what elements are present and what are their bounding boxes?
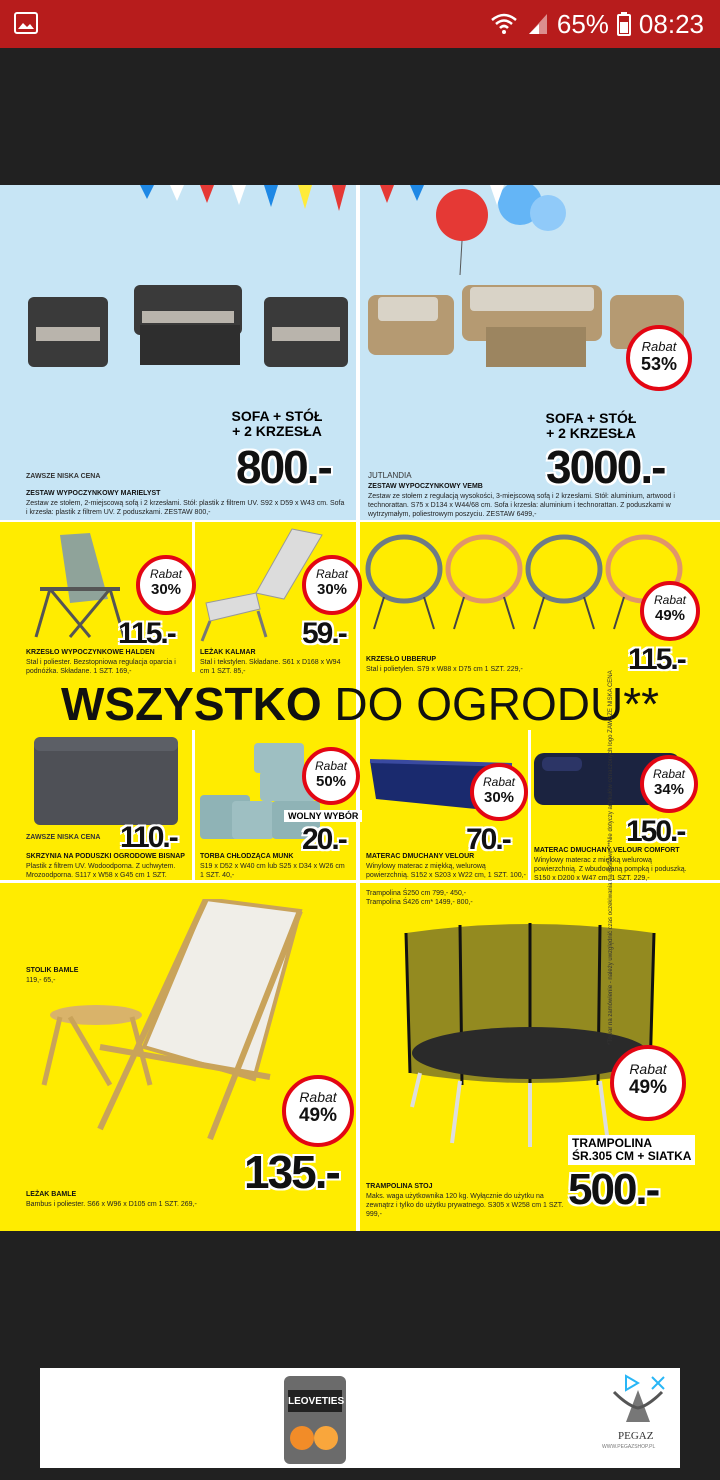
adchoices-icon[interactable] <box>622 1374 642 1392</box>
munk-discount-badge: Rabat 50% <box>302 747 360 805</box>
marielyst-furniture-image <box>22 277 352 387</box>
status-bar <box>0 0 720 48</box>
clock: 08:23 <box>638 8 704 39</box>
panel-marielyst[interactable] <box>0 185 356 520</box>
ad-brand-sub: WWW.PEGAZSHOP.PL <box>602 1444 656 1450</box>
tramp-discount-badge: Rabat 49% <box>610 1045 686 1121</box>
vemb-title: ZESTAW WYPOCZYNKOWY VEMB <box>368 483 483 490</box>
comfort-price: 150.- <box>626 815 685 848</box>
velour-title: MATERAC DMUCHANY VELOUR <box>366 853 475 860</box>
munk-title: TORBA CHŁODZĄCA MUNK <box>200 853 294 860</box>
party-bunting <box>140 185 356 225</box>
vemb-discount-badge: Rabat 53% <box>626 325 692 391</box>
ubberup-price: 115.- <box>628 643 685 676</box>
halden-chair-image <box>30 529 130 639</box>
ad-banner[interactable] <box>40 1368 680 1468</box>
kalmar-desc: Stal i tekstylen. Składane. S61 x D168 x W94 cm 1 SZT. 85,- <box>200 659 341 675</box>
halden-price: 115.- <box>118 617 175 650</box>
vemb-brand: JUTLANDIA <box>368 471 412 480</box>
side-disclaimer: *Towar na zamówienie - należy uwzględnić czas oczekiwania na dostawę. **Nie dotyczy artykułów oznaczonych logo ZAWSZE NISKA CENA <box>608 670 614 1045</box>
bamle-desc: Bambus i poliester. S66 x W96 x D105 cm 1 SZT. 269,- <box>26 1201 197 1208</box>
flyer-headline: WSZYSTKO DO OGRODU** <box>60 678 660 730</box>
ad-product-name: LEOVETIES <box>288 1396 345 1407</box>
munk-tag: WOLNY WYBÓR <box>284 810 362 822</box>
bamle-price: 135.- <box>244 1146 339 1198</box>
bisnap-price: 110.- <box>120 821 177 854</box>
ad-brand: PEGAZ <box>618 1430 654 1442</box>
marielyst-brand: ZAWSZE NISKA CENA <box>26 473 101 480</box>
tramp-title: TRAMPOLINA STOJ <box>366 1183 433 1190</box>
vemb-price: 3000.- <box>546 441 665 493</box>
comfort-discount-badge: Rabat 34% <box>640 755 698 813</box>
kalmar-price: 59.- <box>302 617 346 650</box>
image-icon <box>14 12 38 34</box>
divider <box>528 730 531 880</box>
munk-price: 20.- <box>302 823 346 856</box>
tramp-price: 500.- <box>568 1165 659 1214</box>
bisnap-box-image <box>34 737 180 827</box>
munk-desc: S19 x D52 x W40 cm lub S25 x D34 x W26 cm 1 SZT. 40,- <box>200 863 345 879</box>
wifi-icon <box>489 12 519 36</box>
vemb-caption: SOFA + STÓŁ + 2 KRZESŁA <box>545 410 637 441</box>
divider <box>192 730 195 880</box>
ad-product-image <box>280 1376 350 1464</box>
bisnap-brand: ZAWSZE NISKA CENA <box>26 834 101 841</box>
marielyst-desc: Zestaw ze stołem, 2-miejscową sofą i 2 krzesłami. Stół: plastik z filtrem UV. S92 x D59 x W43 cm. Sofa i krzesła: plastik z filtrem UV. Z poduszkami. ZESTAW 800,- <box>26 500 345 516</box>
bamle-title: LEŻAK BAMLE <box>26 1191 77 1198</box>
tramp-note-1: Trampolina Ś250 cm 799,- 450,- <box>366 890 467 897</box>
kalmar-title: LEŻAK KALMAR <box>200 649 256 656</box>
kalmar-discount-badge: Rabat 30% <box>302 555 362 615</box>
halden-desc: Stal i poliester. Bezstopniowa regulacja oparcia i podnóżka. Składane. 1 SZT. 169,- <box>26 659 176 675</box>
marielyst-caption: SOFA + STÓŁ + 2 KRZESŁA <box>231 408 323 439</box>
bamle-table-price: 119,- 65,- <box>26 977 56 984</box>
bamle-lounger-image <box>40 899 310 1149</box>
ubberup-discount-badge: Rabat 49% <box>640 581 700 641</box>
tramp-desc: Maks. waga użytkownika 120 kg. Wyłącznie do użytku na zewnątrz i tylko do użytku prywatnego. S305 x W258 cm 1 SZT. 999,- <box>366 1193 564 1218</box>
tramp-note-2: Trampolina Ś426 cm* 1499,- 800,- <box>366 899 473 906</box>
marielyst-price: 800.- <box>236 441 331 493</box>
ubberup-desc: Stal i polietylen. S79 x W88 x D75 cm 1 SZT. 229,- <box>366 666 523 673</box>
tramp-caption: TRAMPOLINA ŚR.305 CM + SIATKA <box>568 1135 695 1165</box>
comfort-desc: Winylowy materac z miękką welurową powierzchnią. Z wbudowaną pompką i poduszką. S150 x D200 x W47 cm, 1 SZT. 229,- <box>534 857 687 882</box>
halden-title: KRZESŁO WYPOCZYNKOWE HALDEN <box>26 649 155 656</box>
bisnap-desc: Plastik z filtrem UV. Wodoodporna. Z uchwytem. Mrozoodporna. S117 x W58 x G45 cm 1 SZT. <box>26 863 176 879</box>
marielyst-title: ZESTAW WYPOCZYNKOWY MARIELYST <box>26 490 161 497</box>
panel-vemb[interactable] <box>360 185 720 520</box>
velour-desc: Winylowy materac z miękką, welurową powierzchnią. S152 x S203 x W22 cm, 1 SZT. 100,- <box>366 863 526 879</box>
trampoline-image <box>400 923 660 1149</box>
balloons-image <box>380 185 570 275</box>
velour-price: 70.- <box>466 823 510 856</box>
comfort-title: MATERAC DMUCHANY VELOUR COMFORT <box>534 847 680 854</box>
signal-icon <box>527 12 549 36</box>
bamle-discount-badge: Rabat 49% <box>282 1075 354 1147</box>
bisnap-title: SKRZYNIA NA PODUSZKI OGRODOWE BISNAP <box>26 853 185 860</box>
close-icon[interactable] <box>648 1374 668 1392</box>
halden-discount-badge: Rabat 30% <box>136 555 196 615</box>
bamle-table-title: STOLIK BAMLE <box>26 967 79 974</box>
ubberup-title: KRZESŁO UBBERUP <box>366 656 437 663</box>
vemb-desc: Zestaw ze stołem z regulacją wysokości, 3-miejscową sofą i 2 krzesłami. Stół: aluminium, artwood i technorattan. S75 x D134 x W44/68 cm. Sofa i krzesła: aluminium i technorattan. Z poduszkami w wytrzymałym, poliestrowym poszyciu. ZESTAW 6499,- <box>368 493 675 518</box>
velour-discount-badge: Rabat 30% <box>470 763 528 821</box>
battery-icon <box>617 12 631 36</box>
battery-percent: 65% <box>556 8 609 39</box>
flyer-page[interactable] <box>0 185 720 1231</box>
